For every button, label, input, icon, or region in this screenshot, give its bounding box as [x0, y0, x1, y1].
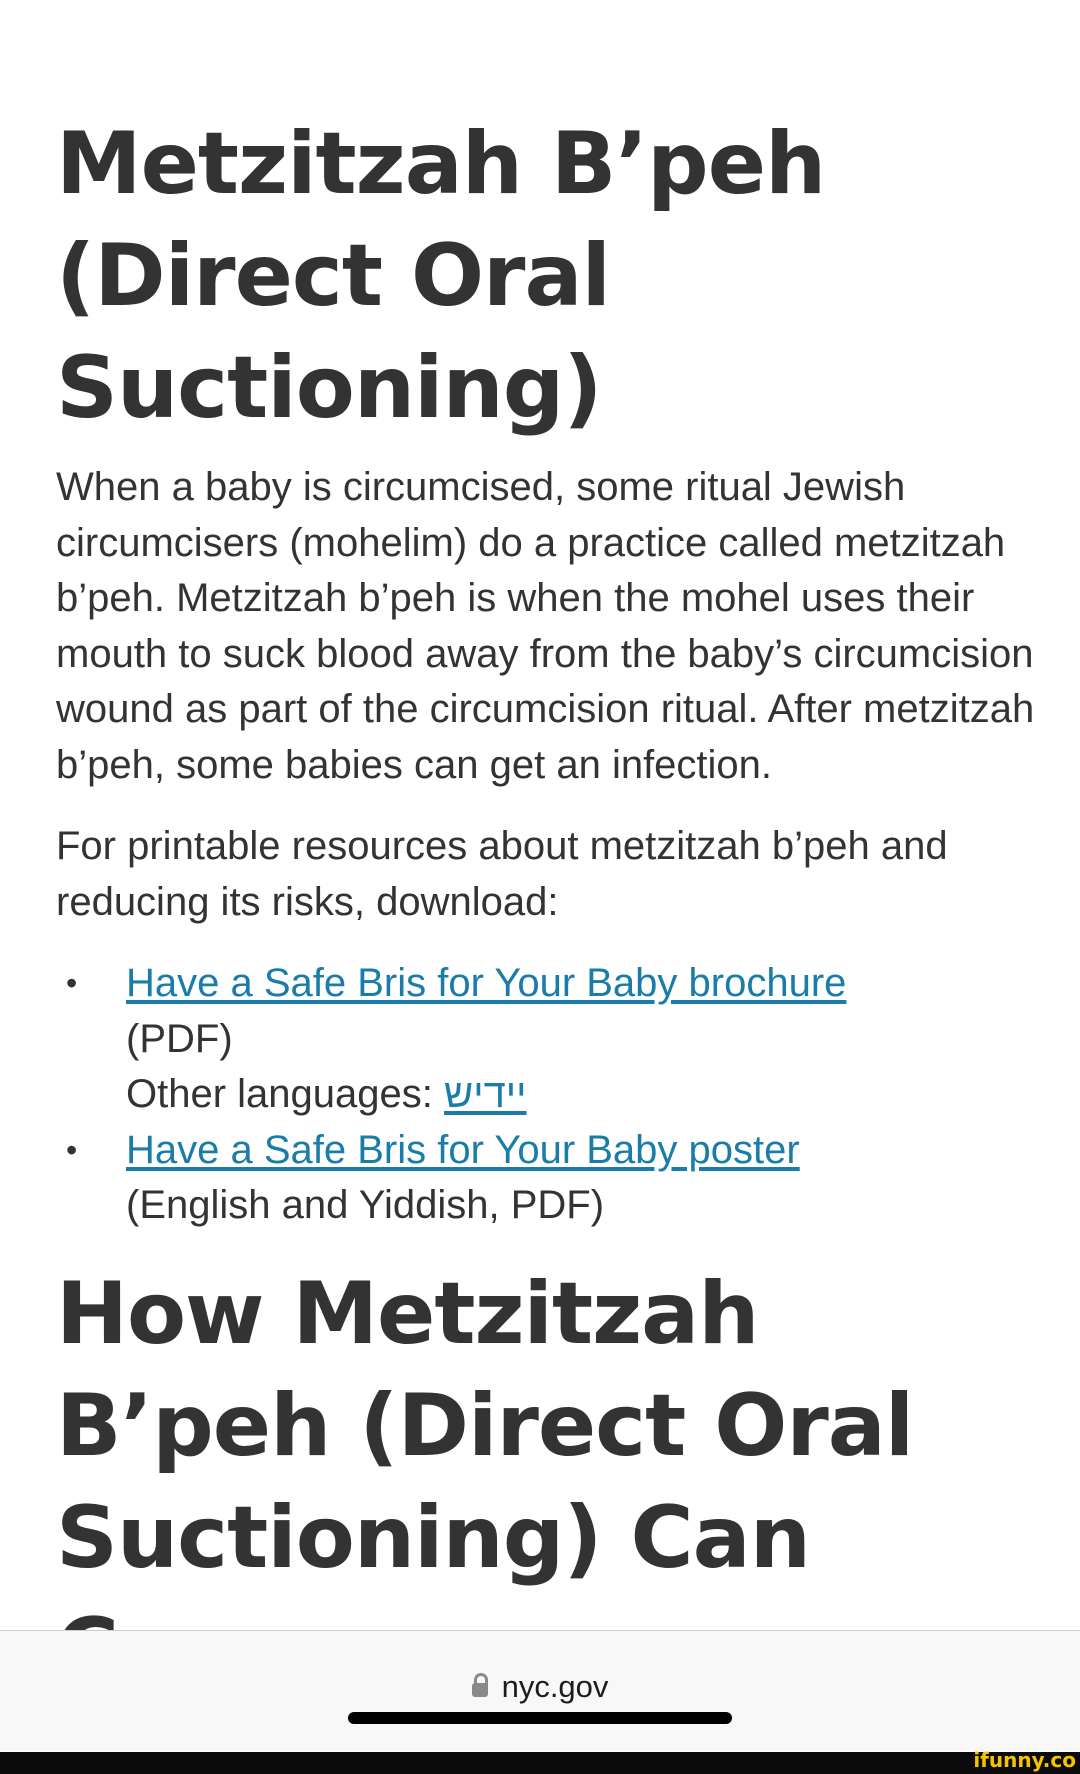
- bullet-icon: •: [66, 1131, 78, 1168]
- watermark-strip: [0, 1752, 1080, 1774]
- yiddish-link[interactable]: יידיש: [444, 1072, 527, 1116]
- list-item: [56, 956, 1036, 1123]
- brochure-format: (PDF): [126, 1016, 233, 1061]
- other-languages-label: Other languages:: [126, 1072, 433, 1116]
- list-item: [56, 1123, 1036, 1234]
- poster-link[interactable]: Have a Safe Bris for Your Baby poster: [126, 1127, 800, 1172]
- page-title: Metzitzah B’peh (Direct Oral Suctioning): [56, 114, 826, 438]
- browser-bottom-bar: [0, 1630, 1080, 1751]
- bullet-icon: •: [66, 965, 78, 1001]
- resources-intro: For printable resources about metzitzah b’peh and reducing its risks, download:: [56, 824, 948, 924]
- lock-icon: [472, 1683, 488, 1697]
- address-bar[interactable]: [0, 1669, 1080, 1705]
- intro-paragraph: When a baby is circumcised, some ritual Jewish circumcisers (mohelim) do a practice called metzitzah b’peh. Metzitzah b’peh is when the mohel uses their mouth to suck blood away from the baby’s circumcision wound as part of the circumcision ritual. After metzitzah b’peh, some babies can get an infection.: [56, 465, 1035, 787]
- section-title: How Metzitzah B’peh (Direct Oral Suctioning) Can: [56, 1263, 914, 1588]
- brochure-link[interactable]: Have a Safe Bris for Your Baby brochure: [126, 961, 847, 1005]
- url-text: nyc.gov: [501, 1669, 609, 1704]
- poster-format: (English and Yiddish, PDF): [126, 1183, 605, 1227]
- watermark-logo: ifunny.co: [973, 1748, 1076, 1772]
- home-indicator[interactable]: [348, 1712, 732, 1724]
- article-content: [56, 108, 1036, 1628]
- downloads-list: [56, 956, 1036, 1234]
